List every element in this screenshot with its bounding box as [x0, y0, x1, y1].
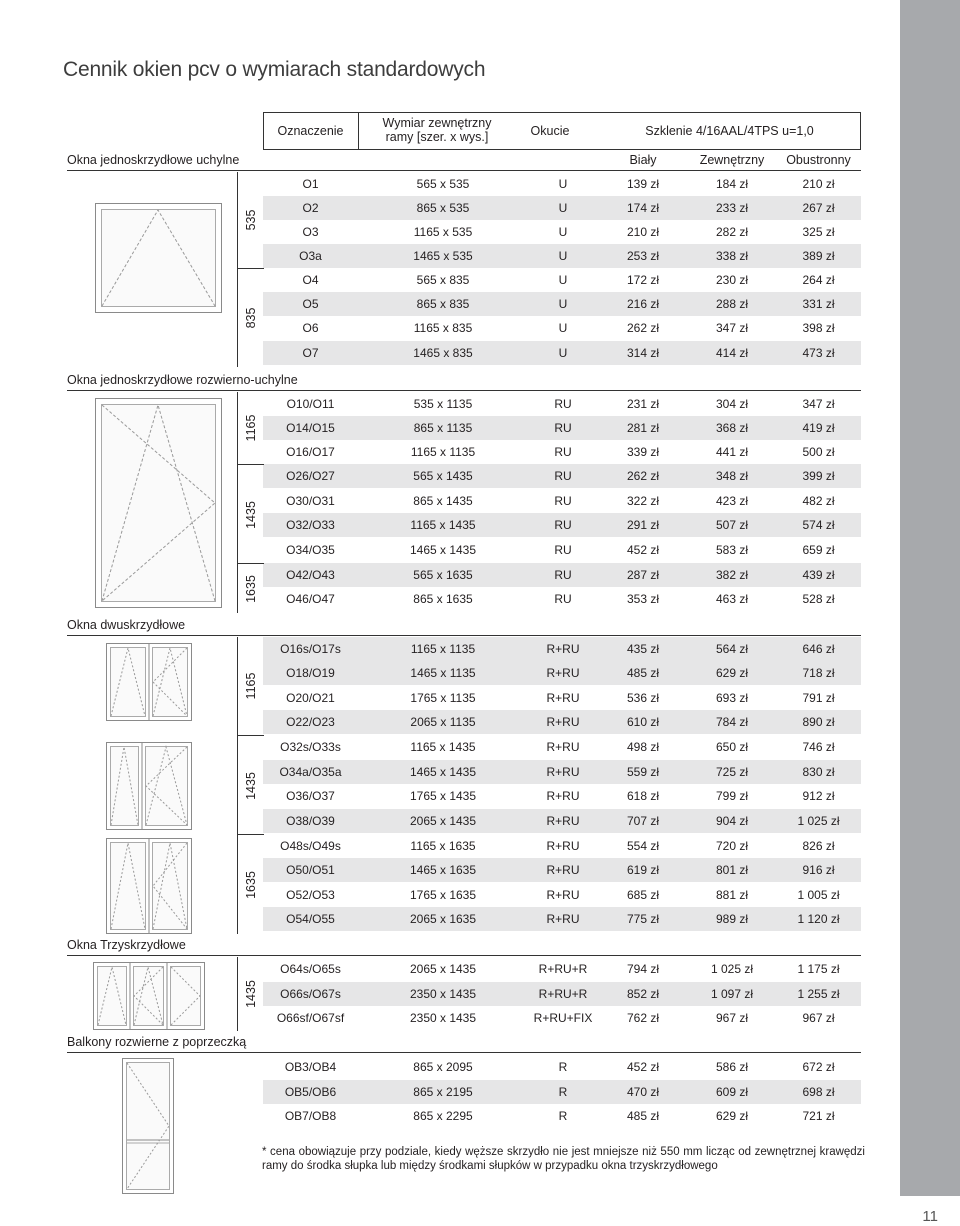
table-row: [263, 196, 861, 220]
table-cell: 794 zł: [626, 962, 660, 976]
table-cell: 2065 x 1435: [409, 962, 477, 976]
table-cell: 1 025 zł: [710, 962, 754, 976]
table-cell: O36/O37: [286, 789, 335, 803]
table-cell: R+RU: [546, 765, 580, 779]
table-cell: 564 zł: [715, 642, 749, 656]
table-cell: 419 zł: [802, 421, 835, 435]
table-cell: 389 zł: [802, 249, 835, 263]
table-cell: 230 zł: [715, 273, 749, 287]
table-cell: 439 zł: [802, 568, 835, 582]
table-cell: 1465 x 1135: [410, 666, 476, 680]
table-cell: RU: [554, 518, 572, 532]
table-cell: 672 zł: [802, 1060, 835, 1074]
header-divider: [358, 112, 359, 150]
table-cell: R: [558, 1085, 568, 1099]
table-cell: R+RU+R: [538, 987, 588, 1001]
table-cell: R: [558, 1109, 568, 1123]
table-cell: 184 zł: [715, 177, 749, 191]
table-cell: 583 zł: [715, 543, 749, 557]
table-cell: R+RU: [546, 888, 580, 902]
table-cell: 1165 x 1435: [410, 518, 476, 532]
table-cell: R+RU: [546, 839, 580, 853]
table-cell: O34/O35: [286, 543, 335, 557]
table-cell: O42/O43: [286, 568, 335, 582]
table-cell: 314 zł: [626, 346, 660, 360]
table-cell: O54/O55: [286, 912, 335, 926]
table-cell: 707 zł: [626, 814, 660, 828]
table-row: [263, 982, 861, 1006]
table-cell: O38/O39: [286, 814, 335, 828]
table-cell: 287 zł: [626, 568, 660, 582]
table-cell: 399 zł: [802, 469, 835, 483]
table-row: [263, 513, 861, 537]
table-cell: R+RU: [546, 715, 580, 729]
table-cell: 470 zł: [626, 1085, 660, 1099]
table-cell: 1165 x 1135: [410, 642, 476, 656]
table-row: [263, 563, 861, 587]
table-cell: 172 zł: [626, 273, 660, 287]
table-cell: OB5/OB6: [284, 1085, 337, 1099]
table-cell: 174 zł: [626, 201, 660, 215]
table-cell: 1465 x 1435: [409, 543, 477, 557]
section-rule: [67, 955, 861, 956]
table-cell: 1765 x 1135: [410, 691, 476, 705]
table-cell: 586 zł: [715, 1060, 749, 1074]
table-cell: O34a/O35a: [279, 765, 342, 779]
table-cell: R: [558, 1060, 568, 1074]
table-cell: 801 zł: [715, 863, 749, 877]
table-cell: O14/O15: [286, 421, 335, 435]
table-cell: 1465 x 835: [413, 346, 473, 360]
table-row: [263, 686, 861, 710]
table-cell: O52/O53: [286, 888, 335, 902]
table-cell: O64s/O65s: [280, 962, 341, 976]
table-cell: 500 zł: [802, 445, 835, 459]
table-cell: RU: [554, 421, 572, 435]
table-cell: O48s/O49s: [280, 839, 341, 853]
table-cell: 322 zł: [626, 494, 660, 508]
table-cell: 498 zł: [626, 740, 660, 754]
page-number: 11: [922, 1208, 938, 1225]
table-cell: R+RU: [546, 863, 580, 877]
table-cell: U: [558, 321, 568, 335]
table-cell: O2: [302, 201, 319, 215]
table-cell: 650 zł: [715, 740, 749, 754]
table-cell: 2350 x 1435: [409, 987, 477, 1001]
table-row: [263, 957, 861, 981]
table-cell: 282 zł: [715, 225, 749, 239]
header-bialy: Biały: [629, 153, 657, 167]
table-cell: O66sf/O67sf: [276, 1011, 345, 1025]
table-cell: 721 zł: [802, 1109, 835, 1123]
table-row: [263, 637, 861, 661]
table-cell: O1: [302, 177, 319, 191]
table-row: [263, 834, 861, 858]
two-sash-window-illustration: [106, 838, 192, 934]
table-cell: 347 zł: [802, 397, 835, 411]
table-cell: 865 x 2195: [413, 1085, 473, 1099]
table-cell: 565 x 835: [416, 273, 470, 287]
table-cell: 382 zł: [715, 568, 749, 582]
table-cell: RU: [554, 568, 572, 582]
table-row: [263, 1006, 861, 1030]
table-cell: 852 zł: [626, 987, 660, 1001]
table-cell: 435 zł: [626, 642, 660, 656]
table-cell: 463 zł: [715, 592, 749, 606]
table-cell: 865 x 1435: [413, 494, 473, 508]
section-rule: [67, 170, 861, 171]
table-cell: O20/O21: [286, 691, 335, 705]
table-cell: 629 zł: [715, 666, 749, 680]
header-szklenie: Szklenie 4/16AAL/4TPS u=1,0: [645, 124, 814, 138]
group-height-label: 535: [237, 172, 264, 268]
table-cell: 865 x 1135: [413, 421, 473, 435]
table-cell: O5: [302, 297, 319, 311]
table-cell: 267 zł: [802, 201, 835, 215]
table-cell: 1165 x 1435: [410, 740, 476, 754]
table-cell: R+RU+R: [538, 962, 588, 976]
table-cell: O26/O27: [286, 469, 335, 483]
header-obustronny: Obustronny: [786, 153, 851, 167]
table-row: [263, 392, 861, 416]
table-cell: 725 zł: [715, 765, 749, 779]
table-cell: U: [558, 346, 568, 360]
table-cell: 482 zł: [802, 494, 835, 508]
table-cell: 826 zł: [802, 839, 835, 853]
table-cell: 452 zł: [626, 543, 660, 557]
table-cell: 1 120 zł: [797, 912, 840, 926]
table-cell: 1165 x 1135: [410, 445, 476, 459]
table-cell: 485 zł: [626, 666, 660, 680]
table-cell: 685 zł: [626, 888, 660, 902]
table-row: [263, 1080, 861, 1104]
table-cell: 865 x 1635: [413, 592, 473, 606]
table-cell: 2065 x 1135: [410, 715, 476, 729]
table-cell: O22/O23: [286, 715, 335, 729]
table-cell: 791 zł: [802, 691, 835, 705]
table-cell: 368 zł: [715, 421, 749, 435]
table-row: [263, 316, 861, 340]
table-cell: 398 zł: [802, 321, 835, 335]
table-cell: R+RU: [546, 642, 580, 656]
table-cell: 507 zł: [715, 518, 749, 532]
table-cell: 291 zł: [626, 518, 660, 532]
table-cell: 485 zł: [626, 1109, 660, 1123]
table-cell: O18/O19: [286, 666, 335, 680]
table-row: [263, 538, 861, 562]
table-cell: O66s/O67s: [280, 987, 341, 1001]
table-cell: 830 zł: [802, 765, 835, 779]
table-cell: 559 zł: [626, 765, 660, 779]
header-oznaczenie: Oznaczenie: [277, 124, 344, 138]
table-cell: 210 zł: [802, 177, 835, 191]
table-cell: 1465 x 1635: [409, 863, 477, 877]
page-title: Cennik okien pcv o wymiarach standardowych: [63, 58, 486, 81]
table-cell: 347 zł: [715, 321, 749, 335]
table-cell: 1165 x 1635: [410, 839, 476, 853]
two-sash-window-illustration: [106, 742, 192, 830]
table-cell: 619 zł: [626, 863, 660, 877]
table-cell: 865 x 535: [416, 201, 470, 215]
table-cell: 2065 x 1435: [409, 814, 477, 828]
table-cell: 423 zł: [715, 494, 749, 508]
table-row: [263, 883, 861, 907]
table-cell: 473 zł: [802, 346, 835, 360]
table-row: [263, 220, 861, 244]
two-sash-window-illustration: [106, 643, 192, 721]
table-row: [263, 172, 861, 196]
table-cell: 565 x 1435: [413, 469, 473, 483]
header-zewnetrzny: Zewnętrzny: [699, 153, 765, 167]
table-cell: 659 zł: [802, 543, 835, 557]
table-cell: 253 zł: [626, 249, 660, 263]
table-cell: O7: [302, 346, 319, 360]
group-height-label: 1635: [237, 563, 264, 613]
table-cell: RU: [554, 469, 572, 483]
table-row: [263, 1104, 861, 1128]
table-cell: 904 zł: [715, 814, 749, 828]
table-cell: RU: [554, 397, 572, 411]
table-cell: 646 zł: [802, 642, 835, 656]
table-row: [263, 710, 861, 734]
table-cell: 2065 x 1635: [409, 912, 477, 926]
table-cell: 528 zł: [802, 592, 835, 606]
section-label: Okna Trzyskrzydłowe: [67, 938, 186, 952]
table-row: [263, 907, 861, 931]
tilt-turn-window-illustration: [95, 398, 222, 608]
table-cell: R+RU: [546, 740, 580, 754]
table-cell: 353 zł: [626, 592, 660, 606]
table-cell: R+RU: [546, 814, 580, 828]
bottom-band: [0, 1196, 960, 1226]
table-cell: 139 zł: [626, 177, 660, 191]
table-cell: 1765 x 1635: [409, 888, 477, 902]
table-row: [263, 1055, 861, 1079]
table-cell: O3a: [299, 249, 322, 263]
table-cell: OB3/OB4: [284, 1060, 337, 1074]
table-cell: O50/O51: [286, 863, 335, 877]
table-cell: 629 zł: [715, 1109, 749, 1123]
side-band: [900, 0, 960, 1196]
table-cell: 2350 x 1435: [409, 1011, 477, 1025]
table-cell: R+RU: [546, 691, 580, 705]
table-cell: 554 zł: [626, 839, 660, 853]
table-cell: 339 zł: [626, 445, 660, 459]
table-cell: 1 097 zł: [710, 987, 754, 1001]
table-row: [263, 489, 861, 513]
table-cell: U: [558, 249, 568, 263]
table-row: [263, 341, 861, 365]
table-cell: O32s/O33s: [280, 740, 341, 754]
table-cell: RU: [554, 445, 572, 459]
table-cell: U: [558, 225, 568, 239]
table-row: [263, 416, 861, 440]
table-cell: O6: [302, 321, 319, 335]
table-cell: R+RU: [546, 912, 580, 926]
section-rule: [67, 1052, 861, 1053]
table-cell: 536 zł: [626, 691, 660, 705]
table-cell: 452 zł: [626, 1060, 660, 1074]
table-row: [263, 809, 861, 833]
table-row: [263, 464, 861, 488]
table-cell: 1465 x 535: [413, 249, 473, 263]
section-rule: [67, 635, 861, 636]
group-height-label: 1435: [237, 957, 264, 1031]
group-height-label: 835: [237, 268, 264, 367]
section-label: Okna jednoskrzydłowe rozwierno-uchylne: [67, 373, 298, 387]
table-cell: 1 175 zł: [797, 962, 840, 976]
table-cell: 216 zł: [626, 297, 660, 311]
table-cell: 784 zł: [715, 715, 749, 729]
table-row: [263, 760, 861, 784]
table-cell: 967 zł: [715, 1011, 749, 1025]
table-cell: 865 x 2095: [413, 1060, 473, 1074]
section-label: Okna jednoskrzydłowe uchylne: [67, 153, 240, 167]
table-cell: 916 zł: [802, 863, 835, 877]
table-row: [263, 735, 861, 759]
table-cell: 262 zł: [626, 321, 660, 335]
table-cell: 865 x 835: [416, 297, 470, 311]
table-cell: 264 zł: [802, 273, 835, 287]
table-cell: 698 zł: [802, 1085, 835, 1099]
table-cell: 1165 x 535: [413, 225, 473, 239]
footnote: * cena obowiązuje przy podziale, kiedy węższe skrzydło nie jest mniejsze niż 550 mm licząc od zewnętrznej krawędzi ramy do środka słupka lub między środkami słupków w przypadku okna trzyskrzydłowego: [262, 1146, 865, 1172]
table-cell: 348 zł: [715, 469, 749, 483]
table-cell: 799 zł: [715, 789, 749, 803]
table-cell: R+RU: [546, 666, 580, 680]
group-height-label: 1435: [237, 735, 264, 835]
table-cell: 989 zł: [715, 912, 749, 926]
table-cell: U: [558, 177, 568, 191]
table-cell: O16s/O17s: [280, 642, 341, 656]
balcony-door-illustration: [122, 1058, 174, 1194]
table-cell: 210 zł: [626, 225, 660, 239]
table-cell: 565 x 535: [416, 177, 470, 191]
table-row: [263, 587, 861, 611]
table-cell: 1765 x 1435: [409, 789, 477, 803]
table-cell: 414 zł: [715, 346, 749, 360]
table-cell: 304 zł: [715, 397, 749, 411]
three-sash-window-illustration: [93, 962, 205, 1030]
table-cell: 775 zł: [626, 912, 660, 926]
section-label: Balkony rozwierne z poprzeczką: [67, 1035, 247, 1049]
table-cell: 1 255 zł: [797, 987, 840, 1001]
table-cell: 967 zł: [802, 1011, 835, 1025]
table-cell: O10/O11: [286, 397, 335, 411]
table-cell: 762 zł: [626, 1011, 660, 1025]
table-cell: RU: [554, 592, 572, 606]
section-label: Okna dwuskrzydłowe: [67, 618, 186, 632]
group-height-label: 1165: [237, 637, 264, 735]
table-cell: 441 zł: [715, 445, 749, 459]
table-row: [263, 440, 861, 464]
section-rule: [67, 390, 861, 391]
table-cell: 288 zł: [715, 297, 749, 311]
table-cell: U: [558, 273, 568, 287]
table-cell: 231 zł: [626, 397, 660, 411]
table-row: [263, 244, 861, 268]
table-cell: 233 zł: [715, 201, 749, 215]
table-cell: U: [558, 201, 568, 215]
table-cell: 720 zł: [715, 839, 749, 853]
table-cell: 881 zł: [715, 888, 749, 902]
table-cell: 718 zł: [802, 666, 835, 680]
table-cell: 865 x 2295: [413, 1109, 473, 1123]
table-cell: 890 zł: [802, 715, 835, 729]
table-cell: 912 zł: [802, 789, 835, 803]
table-cell: 1 005 zł: [797, 888, 840, 902]
table-row: [263, 268, 861, 292]
table-cell: O46/O47: [286, 592, 335, 606]
table-row: [263, 661, 861, 685]
header-wymiar: Wymiar zewnętrzny ramy [szer. x wys.]: [382, 116, 492, 144]
table-cell: U: [558, 297, 568, 311]
table-cell: 693 zł: [715, 691, 749, 705]
table-cell: O30/O31: [286, 494, 335, 508]
table-cell: R+RU: [546, 789, 580, 803]
table-cell: 331 zł: [802, 297, 835, 311]
table-row: [263, 784, 861, 808]
table-cell: RU: [554, 494, 572, 508]
table-cell: 338 zł: [715, 249, 749, 263]
table-cell: O16/O17: [286, 445, 335, 459]
table-cell: R+RU+FIX: [533, 1011, 593, 1025]
group-height-label: 1635: [237, 834, 264, 934]
table-cell: 325 zł: [802, 225, 835, 239]
table-cell: 609 zł: [715, 1085, 749, 1099]
table-cell: 565 x 1635: [413, 568, 473, 582]
table-cell: 610 zł: [626, 715, 660, 729]
table-cell: O4: [302, 273, 319, 287]
tilt-window-illustration: [95, 203, 222, 313]
table-cell: 574 zł: [802, 518, 835, 532]
table-cell: 535 x 1135: [413, 397, 473, 411]
header-okucie: Okucie: [530, 124, 570, 138]
table-cell: 1 025 zł: [797, 814, 840, 828]
table-cell: O3: [302, 225, 319, 239]
table-cell: 1465 x 1435: [409, 765, 477, 779]
table-cell: RU: [554, 543, 572, 557]
table-cell: 262 zł: [626, 469, 660, 483]
group-height-label: 1165: [237, 392, 264, 464]
table-row: [263, 292, 861, 316]
table-cell: 618 zł: [626, 789, 660, 803]
table-cell: 746 zł: [802, 740, 835, 754]
group-height-label: 1435: [237, 464, 264, 564]
table-cell: 281 zł: [626, 421, 660, 435]
table-cell: 1165 x 835: [413, 321, 473, 335]
table-row: [263, 858, 861, 882]
table-cell: OB7/OB8: [284, 1109, 337, 1123]
table-cell: O32/O33: [286, 518, 335, 532]
